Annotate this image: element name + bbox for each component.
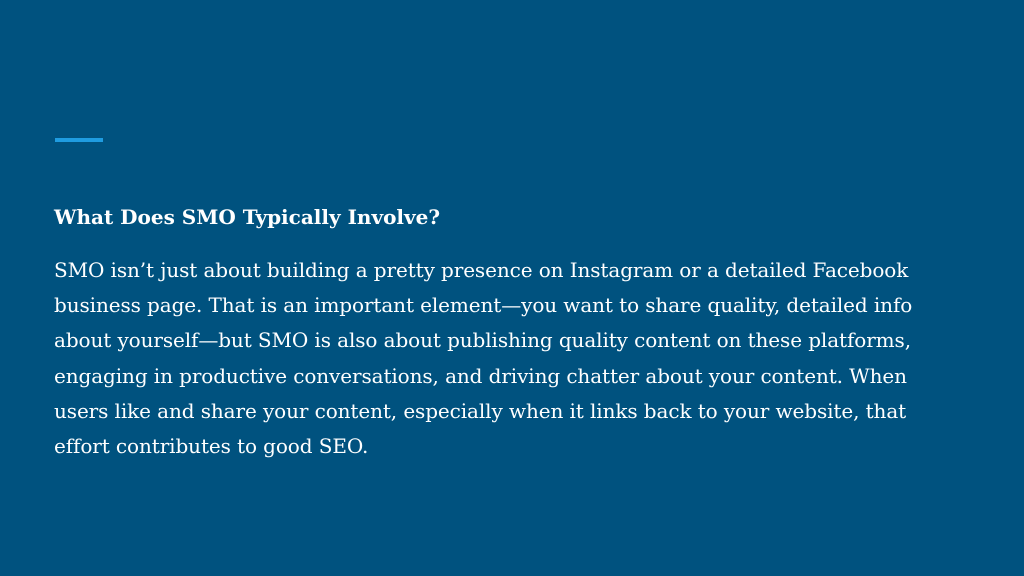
accent-bar xyxy=(55,138,103,142)
slide-heading: What Does SMO Typically Involve? xyxy=(54,205,441,229)
slide-body-text: SMO isn’t just about building a pretty presence on Instagram or a detailed Facebook business page. That is an important element—you want to share quality, detailed info about yourself—but SMO is also about publishing quality content on these platforms, engaging in productive conversations, and driving chatter about your content. When users like and share your content, especially when it links back to your website, that effort contributes to good SEO. xyxy=(54,258,913,459)
